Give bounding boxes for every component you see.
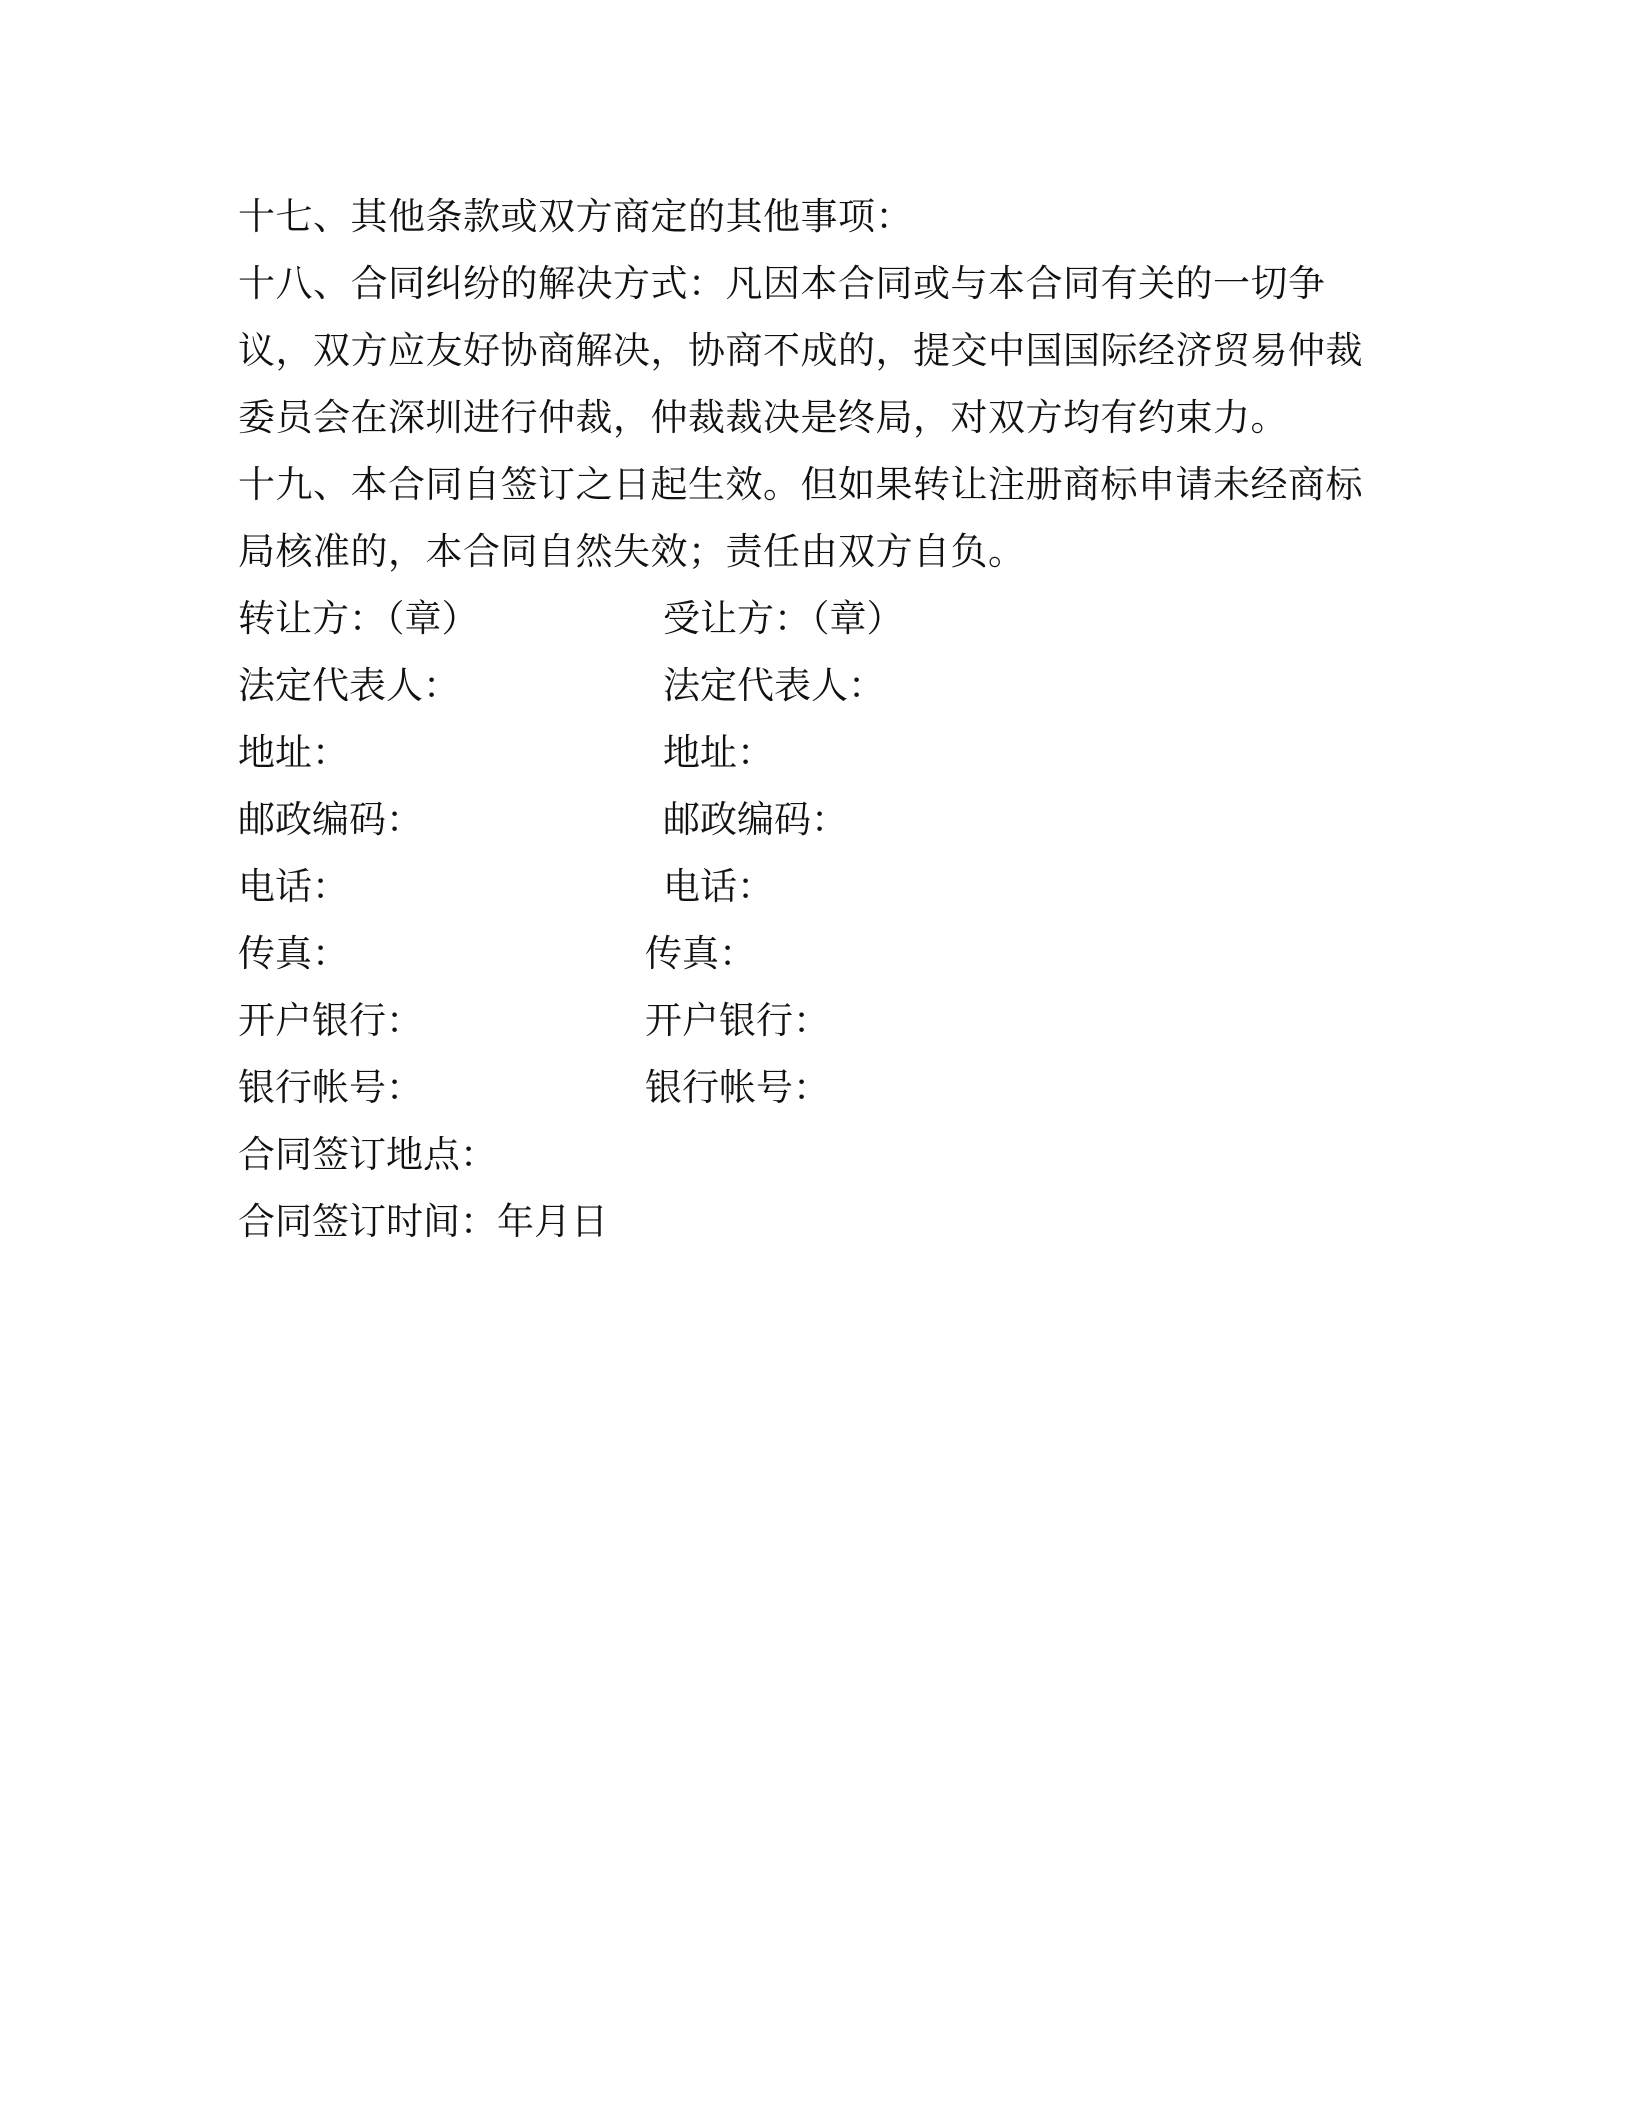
assignor-address-label: 地址： [238,731,349,774]
signing-place-label: 合同签订地点： [238,1133,497,1176]
assignee-rep-label: 法定代表人： [663,664,885,707]
signing-time-label: 合同签订时间：年月日 [238,1200,608,1243]
assignor-account-label: 银行帐号： [238,1066,423,1109]
assignor-party-label: 转让方：（章） [238,597,479,640]
clause-19-effectiveness: 十九、本合同自签订之日起生效。但如果转让注册商标申请未经商标局核准的，本合同自然失效；责任由双方自负。 [238,463,1363,573]
assignee-bank-label: 开户银行： [645,999,830,1042]
clause-18-dispute-resolution: 十八、合同纠纷的解决方式：凡因本合同或与本合同有关的一切争议，双方应友好协商解决，协商不成的，提交中国国际经济贸易仲裁委员会在深圳进行仲裁，仲裁裁决是终局，对双方均有约束力。 [238,262,1363,439]
assignee-party-label: 受让方：（章） [663,597,904,640]
assignor-rep-label: 法定代表人： [238,664,460,707]
assignee-phone-label: 电话： [663,865,774,908]
assignor-phone-label: 电话： [238,865,349,908]
assignee-account-label: 银行帐号： [645,1066,830,1109]
assignee-fax-label: 传真： [645,932,756,975]
assignor-fax-label: 传真： [238,932,349,975]
assignor-postcode-label: 邮政编码： [238,798,423,841]
clause-17: 十七、其他条款或双方商定的其他事项： [238,195,913,238]
assignee-postcode-label: 邮政编码： [663,798,848,841]
assignee-address-label: 地址： [663,731,774,774]
assignor-bank-label: 开户银行： [238,999,423,1042]
